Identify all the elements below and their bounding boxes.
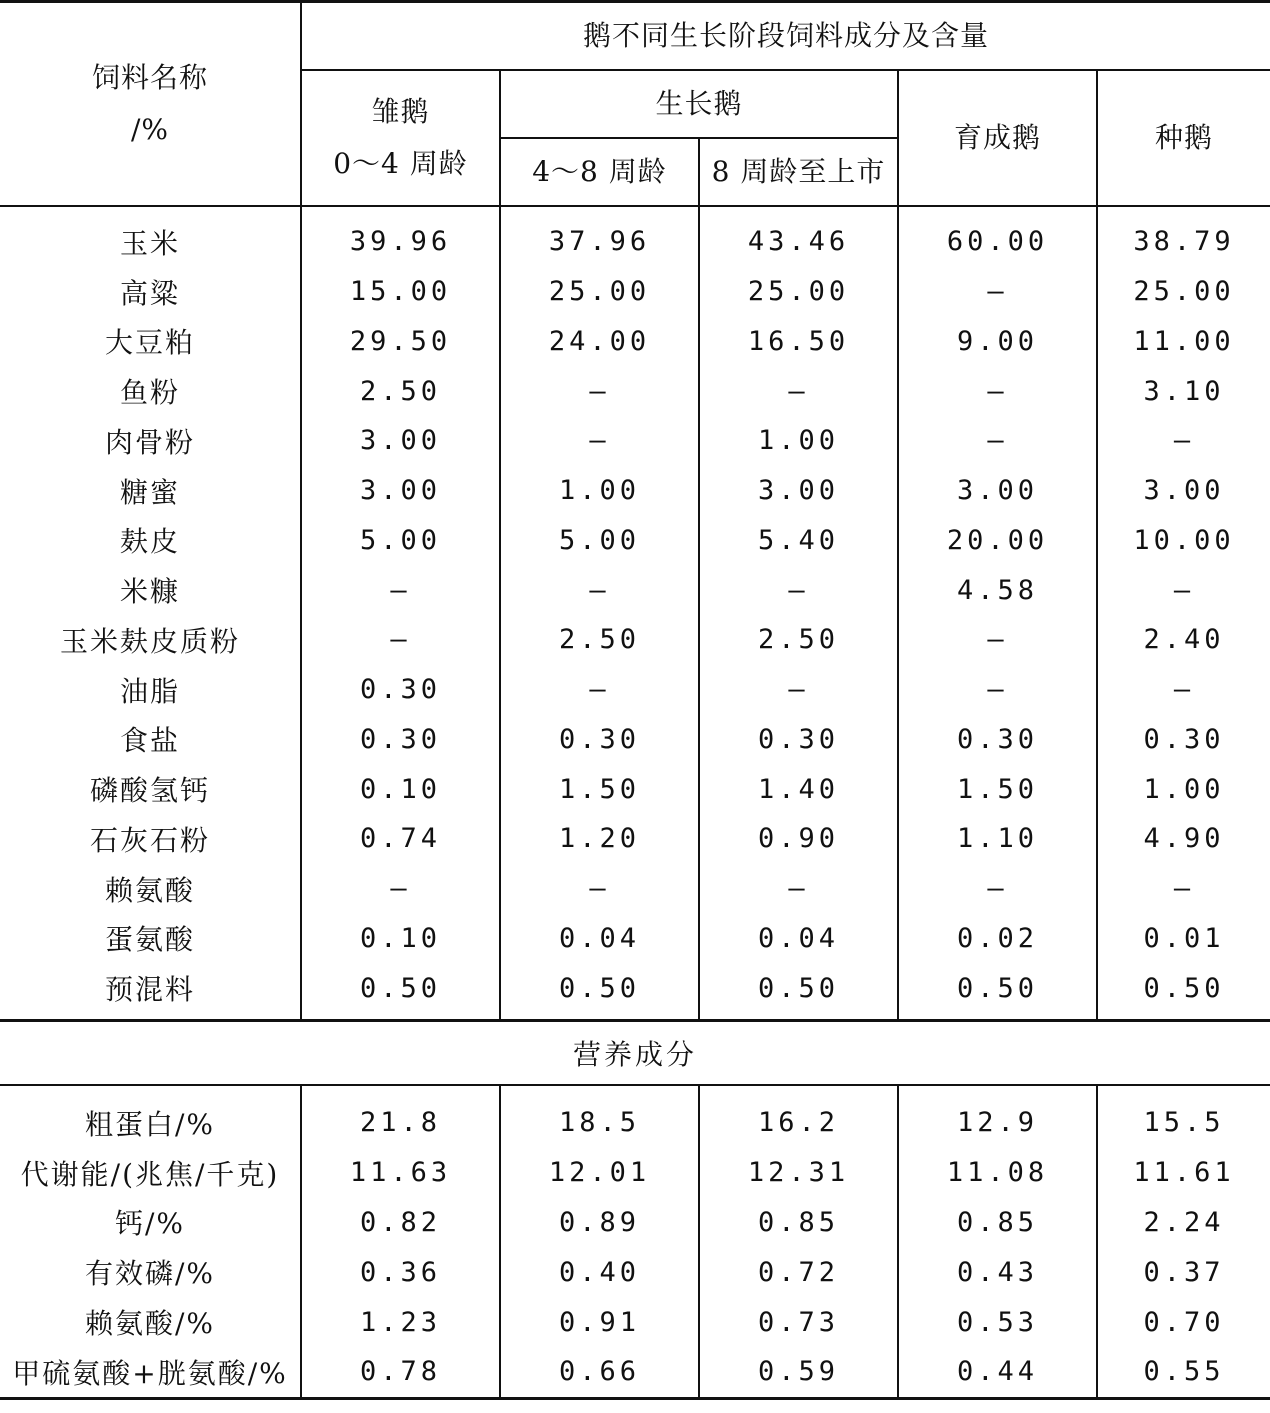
ingredient-row-name: 磷酸氢钙 [89, 774, 210, 808]
stage-growing-a-header: 4～8 周龄 [500, 138, 699, 206]
ingredient-row-name: 玉米 [119, 226, 180, 260]
stage-growing-b-header: 8 周龄至上市 [699, 138, 898, 206]
ingredient-row-value: — [699, 565, 898, 615]
nutrition-row-value: 0.43 [898, 1247, 1097, 1297]
nutrition-row [0, 1085, 1270, 1148]
ingredient-row [0, 764, 1270, 814]
ingredient-row-name: 糖蜜 [119, 475, 180, 509]
nutrition-row-name: 甲硫氨酸+胱氨酸/% [0, 1347, 301, 1398]
ingredient-row [0, 665, 1270, 715]
ingredient-row-value: — [301, 565, 500, 615]
ingredient-row [0, 267, 1270, 317]
ingredients-body [0, 206, 1270, 1021]
ingredient-row-value: 0.90 [699, 814, 898, 864]
ingredient-row-value: — [898, 416, 1097, 466]
ingredient-row-value: 9.00 [898, 317, 1097, 367]
ingredient-row-value: 1.00 [500, 466, 699, 516]
ingredient-row-name: 肉骨粉 [104, 425, 195, 459]
nutrition-row [0, 1347, 1270, 1398]
ingredient-row-name: 赖氨酸 [104, 873, 195, 907]
nutrition-row-value: 0.66 [500, 1347, 699, 1398]
ingredient-row-name: 油脂 [119, 674, 180, 708]
ingredient-row [0, 615, 1270, 665]
ingredient-row-value: — [699, 864, 898, 914]
ingredient-row-value: — [898, 366, 1097, 416]
ingredient-row-value: 0.74 [301, 814, 500, 864]
nutrition-row-value: 18.5 [500, 1085, 699, 1148]
ingredient-row-value: 0.10 [301, 764, 500, 814]
nutrition-row-value: 0.55 [1097, 1347, 1270, 1398]
ingredient-row-value: 0.50 [500, 963, 699, 1020]
feed-name-header [0, 2, 301, 207]
nutrition-row-value: 0.85 [699, 1198, 898, 1248]
ingredient-row-value: — [500, 565, 699, 615]
ingredient-row-value: 0.01 [1097, 914, 1270, 964]
ingredient-row-value: 0.30 [301, 665, 500, 715]
ingredient-row-value: — [500, 416, 699, 466]
nutrition-row [0, 1297, 1270, 1347]
ingredient-row-value: 0.30 [500, 715, 699, 765]
ingredient-row [0, 516, 1270, 566]
nutrition-row-value: 15.5 [1097, 1085, 1270, 1148]
ingredient-row-value: 3.00 [699, 466, 898, 516]
ingredient-row-value: — [898, 864, 1097, 914]
nutrition-row-value: 21.8 [301, 1085, 500, 1148]
nutrition-row-value: 12.9 [898, 1085, 1097, 1148]
nutrition-section-title: 营养成分 [0, 1021, 1270, 1086]
ingredient-row-value: 11.00 [1097, 317, 1270, 367]
ingredient-row-value: 0.50 [1097, 963, 1270, 1020]
ingredient-row-value: — [500, 864, 699, 914]
ingredient-row-value: — [898, 665, 1097, 715]
ingredient-row-value: 37.96 [500, 206, 699, 267]
feed-name-unit: /% [130, 113, 170, 146]
ingredient-row [0, 963, 1270, 1020]
ingredient-row-name: 鱼粉 [119, 376, 180, 410]
nutrition-row-value: 0.44 [898, 1347, 1097, 1398]
ingredient-row [0, 565, 1270, 615]
nutrition-row-value: 16.2 [699, 1085, 898, 1148]
ingredient-row-value: 2.40 [1097, 615, 1270, 665]
ingredient-row-value: — [898, 615, 1097, 665]
ingredient-row-value: — [1097, 565, 1270, 615]
ingredient-row-value: 43.46 [699, 206, 898, 267]
stage-chick-age: 0～4 周龄 [333, 147, 468, 180]
nutrition-row-value: 1.23 [301, 1297, 500, 1347]
ingredient-row-value: 16.50 [699, 317, 898, 367]
nutrition-row-value: 0.37 [1097, 1247, 1270, 1297]
ingredient-row-value: 1.20 [500, 814, 699, 864]
ingredient-row [0, 206, 1270, 267]
ingredient-row-value: 4.58 [898, 565, 1097, 615]
nutrition-row-value: 0.82 [301, 1198, 500, 1248]
ingredient-row-value: 5.40 [699, 516, 898, 566]
ingredient-row-value: 5.00 [301, 516, 500, 566]
ingredient-row-value: 0.04 [699, 914, 898, 964]
ingredient-row [0, 317, 1270, 367]
ingredient-row-name: 石灰石粉 [89, 823, 210, 857]
ingredient-row-name: 大豆粕 [104, 326, 195, 360]
nutrition-row-value: 0.73 [699, 1297, 898, 1347]
ingredient-row-name: 食盐 [119, 724, 180, 758]
nutrition-row [0, 1247, 1270, 1297]
ingredient-row-value: 0.10 [301, 914, 500, 964]
ingredient-row-name: 蛋氨酸 [104, 923, 195, 957]
ingredient-row-value: 1.40 [699, 764, 898, 814]
nutrition-row-value: 0.40 [500, 1247, 699, 1297]
nutrition-row-value: 0.70 [1097, 1297, 1270, 1347]
ingredient-row-name: 预混料 [0, 963, 301, 1020]
ingredient-row-value: 3.00 [898, 466, 1097, 516]
nutrition-row-value: 0.89 [500, 1198, 699, 1248]
ingredient-row-value: — [699, 665, 898, 715]
ingredient-row-value: 3.00 [301, 416, 500, 466]
ingredient-row-value: 25.00 [1097, 267, 1270, 317]
ingredient-row-value: — [500, 366, 699, 416]
nutrition-row-value: 12.31 [699, 1148, 898, 1198]
ingredient-row [0, 814, 1270, 864]
nutrition-row-value: 0.78 [301, 1347, 500, 1398]
ingredient-row [0, 864, 1270, 914]
nutrition-row-value: 0.36 [301, 1247, 500, 1297]
ingredient-row-value: 2.50 [699, 615, 898, 665]
ingredient-row-value: 0.04 [500, 914, 699, 964]
ingredient-row-value: 10.00 [1097, 516, 1270, 566]
ingredient-row-value: — [1097, 416, 1270, 466]
stage-chick-label: 雏鹅 [371, 95, 430, 128]
ingredient-row-value: 0.30 [1097, 715, 1270, 765]
nutrition-row-value: 0.91 [500, 1297, 699, 1347]
nutrition-row-value: 11.63 [301, 1148, 500, 1198]
ingredient-row-value: 24.00 [500, 317, 699, 367]
ingredient-row-value: 25.00 [699, 267, 898, 317]
nutrition-row-name: 有效磷/% [84, 1257, 216, 1291]
ingredient-row-value: 5.00 [500, 516, 699, 566]
ingredient-row-value: — [301, 864, 500, 914]
ingredient-row-value: 1.50 [898, 764, 1097, 814]
nutrition-row-name: 代谢能/(兆焦/千克) [20, 1157, 280, 1191]
ingredient-row-name: 米糠 [119, 575, 180, 609]
ingredient-row [0, 914, 1270, 964]
nutrition-row-value: 2.24 [1097, 1198, 1270, 1248]
ingredient-row-value: — [898, 267, 1097, 317]
nutrition-row [0, 1198, 1270, 1248]
nutrition-row [0, 1148, 1270, 1198]
nutrition-row-value: 0.72 [699, 1247, 898, 1297]
ingredient-row [0, 416, 1270, 466]
ingredient-row-value: 0.30 [699, 715, 898, 765]
ingredient-row-value: 1.10 [898, 814, 1097, 864]
ingredient-row-value: 39.96 [301, 206, 500, 267]
ingredient-row-value: 15.00 [301, 267, 500, 317]
ingredient-row-value: 0.50 [301, 963, 500, 1020]
ingredient-row-value: 3.00 [301, 466, 500, 516]
ingredient-row-value: 0.30 [898, 715, 1097, 765]
stage-breeder-header: 种鹅 [1097, 70, 1270, 206]
ingredient-row-value: 29.50 [301, 317, 500, 367]
ingredient-row-value: 1.50 [500, 764, 699, 814]
ingredient-row-value: 1.00 [699, 416, 898, 466]
ingredient-row-value: 2.50 [500, 615, 699, 665]
ingredient-row-name: 玉米麸皮质粉 [59, 624, 240, 658]
ingredient-row [0, 715, 1270, 765]
ingredient-row [0, 466, 1270, 516]
stage-growing-header: 生长鹅 [500, 70, 898, 138]
ingredient-row-value: — [1097, 665, 1270, 715]
nutrition-row-name: 钙/% [114, 1207, 186, 1241]
nutrition-body [0, 1085, 1270, 1398]
ingredient-row-value: 4.90 [1097, 814, 1270, 864]
ingredient-row-value: 20.00 [898, 516, 1097, 566]
ingredient-row-value: 2.50 [301, 366, 500, 416]
ingredient-row-value: — [301, 615, 500, 665]
group-header: 鹅不同生长阶段饲料成分及含量 [301, 2, 1270, 71]
nutrition-row-name: 赖氨酸/% [84, 1307, 216, 1341]
nutrition-row-value: 0.53 [898, 1297, 1097, 1347]
ingredient-row-value: 60.00 [898, 206, 1097, 267]
nutrition-row-value: 12.01 [500, 1148, 699, 1198]
ingredient-row-value: 0.50 [699, 963, 898, 1020]
ingredient-row-value: 25.00 [500, 267, 699, 317]
ingredient-row-value: — [500, 665, 699, 715]
ingredient-row-value: — [699, 366, 898, 416]
ingredient-row-value: — [1097, 864, 1270, 914]
feed-name-title: 饲料名称 [91, 61, 208, 94]
stage-finishing-header: 育成鹅 [898, 70, 1097, 206]
ingredient-row-value: 0.02 [898, 914, 1097, 964]
ingredient-row-name: 高粱 [119, 276, 180, 310]
ingredient-row-value: 0.30 [301, 715, 500, 765]
nutrition-row-value: 0.85 [898, 1198, 1097, 1248]
nutrition-row-value: 11.61 [1097, 1148, 1270, 1198]
nutrition-row-value: 0.59 [699, 1347, 898, 1398]
ingredient-row-value: 1.00 [1097, 764, 1270, 814]
stage-chick-header [301, 70, 500, 206]
nutrition-row-name: 粗蛋白/% [84, 1107, 216, 1141]
ingredient-row-name: 麸皮 [119, 525, 180, 559]
ingredient-row-value: 38.79 [1097, 206, 1270, 267]
ingredient-row-value: 3.00 [1097, 466, 1270, 516]
ingredient-row-value: 3.10 [1097, 366, 1270, 416]
ingredient-row-value: 0.50 [898, 963, 1097, 1020]
nutrition-row-value: 11.08 [898, 1148, 1097, 1198]
ingredient-row [0, 366, 1270, 416]
